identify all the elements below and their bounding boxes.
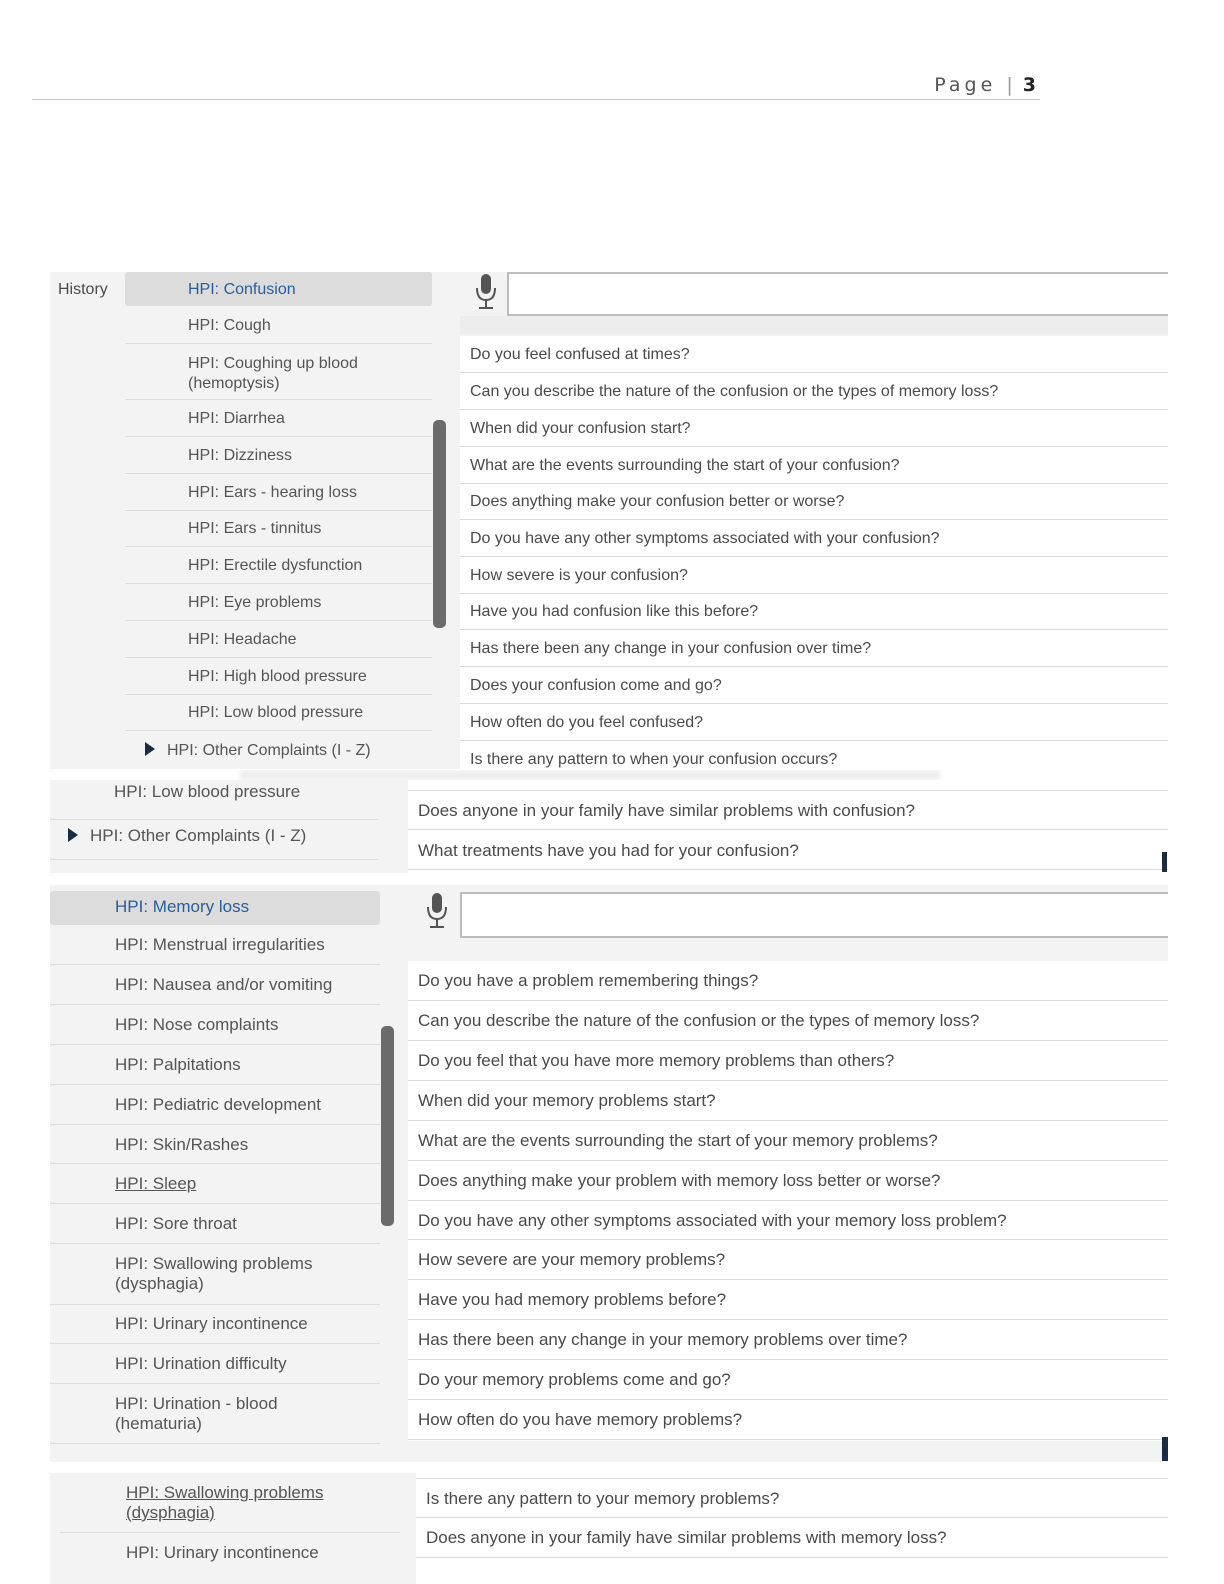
screenshot-confusion bbox=[50, 272, 1168, 769]
expand-triangle-icon[interactable] bbox=[68, 828, 78, 842]
question-panel bbox=[460, 272, 1168, 769]
question-text: Can you describe the nature of the confusion or the types of memory loss? bbox=[418, 1011, 980, 1030]
question-row[interactable] bbox=[408, 1201, 1168, 1240]
screenshot-memory-loss bbox=[50, 885, 1168, 1462]
question-panel bbox=[408, 780, 1168, 873]
question-text: Do you have any other symptoms associated with your confusion? bbox=[470, 530, 940, 547]
nav-item-nausea-vomiting[interactable] bbox=[50, 965, 380, 1005]
nav-item-label: HPI: Coughing up blood (hemoptysis) bbox=[188, 355, 358, 392]
question-text: Has there been any change in your memory problems over time? bbox=[418, 1330, 908, 1349]
question-row[interactable] bbox=[460, 447, 1168, 484]
page-number bbox=[934, 74, 1036, 96]
microphone-icon[interactable] bbox=[426, 893, 448, 929]
nav-item-label: HPI: Ears - tinnitus bbox=[188, 520, 322, 537]
question-text: Do you have any other symptoms associated with your memory loss problem? bbox=[418, 1211, 1007, 1230]
question-text: Does anything make your problem with memory loss better or worse? bbox=[418, 1171, 941, 1190]
question-row[interactable] bbox=[460, 667, 1168, 704]
question-text: Is there any pattern to when your confusion occurs? bbox=[470, 751, 838, 768]
question-row[interactable] bbox=[460, 373, 1168, 410]
screenshot-confusion-continued bbox=[50, 770, 1168, 873]
question-row[interactable] bbox=[408, 1121, 1168, 1161]
nav-item-label: HPI: Low blood pressure bbox=[188, 704, 364, 721]
input-strip bbox=[460, 316, 1168, 334]
page-separator: | bbox=[1006, 74, 1013, 96]
cursor-marker bbox=[1162, 852, 1167, 872]
question-row[interactable] bbox=[408, 1001, 1168, 1041]
question-row[interactable] bbox=[408, 1041, 1168, 1081]
nav-item-erectile-dysfunction[interactable] bbox=[125, 547, 432, 584]
nav-item-high-blood-pressure[interactable] bbox=[125, 658, 432, 695]
question-row[interactable] bbox=[460, 741, 1168, 769]
nav-item-label: HPI: Low blood pressure bbox=[114, 782, 301, 801]
question-row[interactable] bbox=[460, 630, 1168, 667]
cursor-marker bbox=[1162, 1437, 1168, 1461]
nav-item-confusion[interactable] bbox=[125, 272, 432, 306]
nav-item-label: HPI: Eye problems bbox=[188, 594, 322, 611]
question-text: How severe are your memory problems? bbox=[418, 1250, 726, 1269]
question-row[interactable] bbox=[460, 704, 1168, 741]
nav-item-label-wrap bbox=[68, 826, 306, 846]
nav-item-palpitations[interactable] bbox=[50, 1045, 380, 1085]
nav-item-label: HPI: Swallowing problems (dysphagia) bbox=[126, 1483, 324, 1522]
nav-item-label: HPI: Erectile dysfunction bbox=[188, 557, 363, 574]
nav-item-hematuria[interactable] bbox=[50, 1384, 380, 1444]
nav-item-pediatric-development[interactable] bbox=[50, 1085, 380, 1125]
nav-item-other-complaints[interactable] bbox=[125, 731, 432, 769]
question-text: Has there been any change in your confusion over time? bbox=[470, 640, 872, 657]
question-text: What treatments have you had for your confusion? bbox=[418, 841, 799, 860]
dictation-input[interactable] bbox=[507, 272, 1168, 316]
nav-item-label: HPI: Urination difficulty bbox=[115, 1354, 287, 1373]
question-row[interactable] bbox=[416, 1518, 1168, 1558]
expand-triangle-icon[interactable] bbox=[145, 742, 155, 756]
nav-item-eye-problems[interactable] bbox=[125, 584, 432, 621]
nav-item-sleep[interactable] bbox=[50, 1164, 380, 1204]
question-row[interactable] bbox=[460, 410, 1168, 447]
nav-item-urinary-incontinence[interactable] bbox=[50, 1305, 380, 1344]
question-text: Does your confusion come and go? bbox=[470, 677, 722, 694]
nav-item-urination-difficulty[interactable] bbox=[50, 1344, 380, 1384]
page-label: Page bbox=[934, 74, 997, 96]
nav-item-label: HPI: Cough bbox=[188, 317, 271, 334]
nav-item-memory-loss[interactable] bbox=[50, 891, 380, 925]
question-row[interactable] bbox=[408, 961, 1168, 1001]
nav-item-label: HPI: Sore throat bbox=[115, 1214, 237, 1233]
nav-item-label: HPI: Skin/Rashes bbox=[115, 1135, 249, 1154]
nav-item-nose-complaints[interactable] bbox=[50, 1005, 380, 1045]
nav-scrollbar[interactable] bbox=[381, 1026, 394, 1226]
nav-item-urinary-incontinence[interactable] bbox=[60, 1533, 400, 1584]
question-row[interactable] bbox=[460, 594, 1168, 630]
question-text: Do you feel that you have more memory problems than others? bbox=[418, 1051, 895, 1070]
question-text: When did your confusion start? bbox=[470, 420, 691, 437]
nav-item-label: HPI: Urinary incontinence bbox=[115, 1314, 308, 1333]
screenshot-memory-loss-continued bbox=[50, 1473, 1168, 1584]
microphone-icon[interactable] bbox=[475, 274, 497, 310]
question-panel bbox=[416, 1473, 1168, 1584]
question-text: Does anything make your confusion better or worse? bbox=[470, 493, 845, 510]
question-text: Do you have a problem remembering things? bbox=[418, 971, 759, 990]
question-row[interactable] bbox=[408, 1400, 1168, 1440]
nav-item-other-complaints[interactable] bbox=[50, 820, 378, 860]
nav-item-diarrhea[interactable] bbox=[125, 400, 432, 437]
question-text: Have you had confusion like this before? bbox=[470, 603, 759, 620]
nav-item-label: HPI: Menstrual irregularities bbox=[115, 935, 325, 954]
page-number-value: 3 bbox=[1022, 74, 1036, 96]
question-text: When did your memory problems start? bbox=[418, 1091, 716, 1110]
nav-item-skin-rashes[interactable] bbox=[50, 1125, 380, 1164]
question-row[interactable] bbox=[408, 830, 1168, 870]
nav-item-dizziness[interactable] bbox=[125, 437, 432, 474]
nav-item-label: HPI: Pediatric development bbox=[115, 1095, 321, 1114]
hpi-nav-list bbox=[125, 272, 485, 769]
nav-scrollbar[interactable] bbox=[433, 420, 446, 628]
question-text: Does anyone in your family have similar problems with memory loss? bbox=[426, 1528, 947, 1547]
question-row[interactable] bbox=[408, 1320, 1168, 1360]
hpi-nav-list bbox=[50, 780, 408, 873]
question-row[interactable] bbox=[460, 557, 1168, 594]
nav-item-label: HPI: Ears - hearing loss bbox=[188, 484, 357, 501]
question-text: Have you had memory problems before? bbox=[418, 1290, 727, 1309]
nav-item-label: HPI: Dizziness bbox=[188, 447, 293, 464]
hpi-nav-list bbox=[50, 1473, 416, 1584]
nav-item-label: HPI: High blood pressure bbox=[188, 668, 367, 685]
nav-item-swallowing-problems[interactable] bbox=[60, 1473, 400, 1533]
nav-item-menstrual-irregularities[interactable] bbox=[50, 925, 380, 965]
page-header bbox=[0, 70, 1224, 100]
question-row[interactable] bbox=[408, 1280, 1168, 1320]
header-divider bbox=[32, 99, 1040, 100]
nav-item-label: HPI: Other Complaints (I - Z) bbox=[90, 826, 307, 845]
nav-item-label: HPI: Palpitations bbox=[115, 1055, 241, 1074]
nav-item-label: HPI: Sleep bbox=[115, 1174, 197, 1193]
question-row[interactable] bbox=[460, 336, 1168, 373]
question-text: How severe is your confusion? bbox=[470, 567, 688, 584]
nav-item-label: HPI: Memory loss bbox=[115, 897, 250, 916]
nav-item-label: HPI: Nausea and/or vomiting bbox=[115, 975, 333, 994]
nav-item-tinnitus[interactable] bbox=[125, 511, 432, 547]
nav-item-cough[interactable] bbox=[125, 308, 432, 344]
nav-item-label: HPI: Swallowing problems (dysphagia) bbox=[115, 1254, 313, 1293]
nav-item-label: HPI: Confusion bbox=[188, 281, 296, 298]
nav-item-label: HPI: Urinary incontinence bbox=[126, 1543, 319, 1562]
question-list bbox=[408, 961, 1168, 1441]
nav-item-label: HPI: Diarrhea bbox=[188, 410, 285, 427]
nav-item-headache[interactable] bbox=[125, 621, 432, 658]
nav-item-label-wrap bbox=[145, 741, 371, 761]
question-row[interactable] bbox=[460, 520, 1168, 557]
blurred-strip bbox=[240, 770, 940, 780]
question-row[interactable] bbox=[408, 1081, 1168, 1121]
nav-item-hemoptysis[interactable] bbox=[125, 344, 432, 400]
question-text: What are the events surrounding the start of your memory problems? bbox=[418, 1131, 938, 1150]
question-panel bbox=[408, 885, 1168, 1462]
nav-item-label: HPI: Headache bbox=[188, 631, 297, 648]
question-text: What are the events surrounding the start of your confusion? bbox=[470, 457, 900, 474]
question-text: Can you describe the nature of the confusion or the types of memory loss? bbox=[470, 383, 999, 400]
question-row[interactable] bbox=[408, 1360, 1168, 1400]
question-row[interactable] bbox=[408, 1161, 1168, 1201]
question-text: How often do you feel confused? bbox=[470, 714, 704, 731]
nav-item-label: HPI: Other Complaints (I - Z) bbox=[167, 742, 371, 759]
dictation-input[interactable] bbox=[460, 892, 1168, 938]
question-text: Does anyone in your family have similar problems with confusion? bbox=[418, 801, 916, 820]
question-row[interactable] bbox=[408, 1240, 1168, 1280]
question-row[interactable] bbox=[408, 790, 1168, 830]
question-text: Is there any pattern to your memory problems? bbox=[426, 1489, 780, 1508]
question-list bbox=[460, 336, 1168, 769]
question-row[interactable] bbox=[460, 484, 1168, 520]
nav-item-low-blood-pressure[interactable] bbox=[50, 780, 378, 820]
hpi-nav-list bbox=[50, 885, 408, 1462]
question-row[interactable] bbox=[416, 1478, 1168, 1518]
nav-item-low-blood-pressure[interactable] bbox=[125, 695, 432, 731]
nav-item-sore-throat[interactable] bbox=[50, 1204, 380, 1244]
question-text: Do your memory problems come and go? bbox=[418, 1370, 731, 1389]
nav-item-swallowing-problems[interactable] bbox=[50, 1244, 380, 1305]
history-label: History bbox=[58, 281, 108, 298]
nav-item-label: HPI: Urination - blood (hematuria) bbox=[115, 1394, 278, 1433]
question-text: Do you feel confused at times? bbox=[470, 346, 690, 363]
question-text: How often do you have memory problems? bbox=[418, 1410, 743, 1429]
nav-item-label: HPI: Nose complaints bbox=[115, 1015, 279, 1034]
nav-item-hearing-loss[interactable] bbox=[125, 474, 432, 511]
